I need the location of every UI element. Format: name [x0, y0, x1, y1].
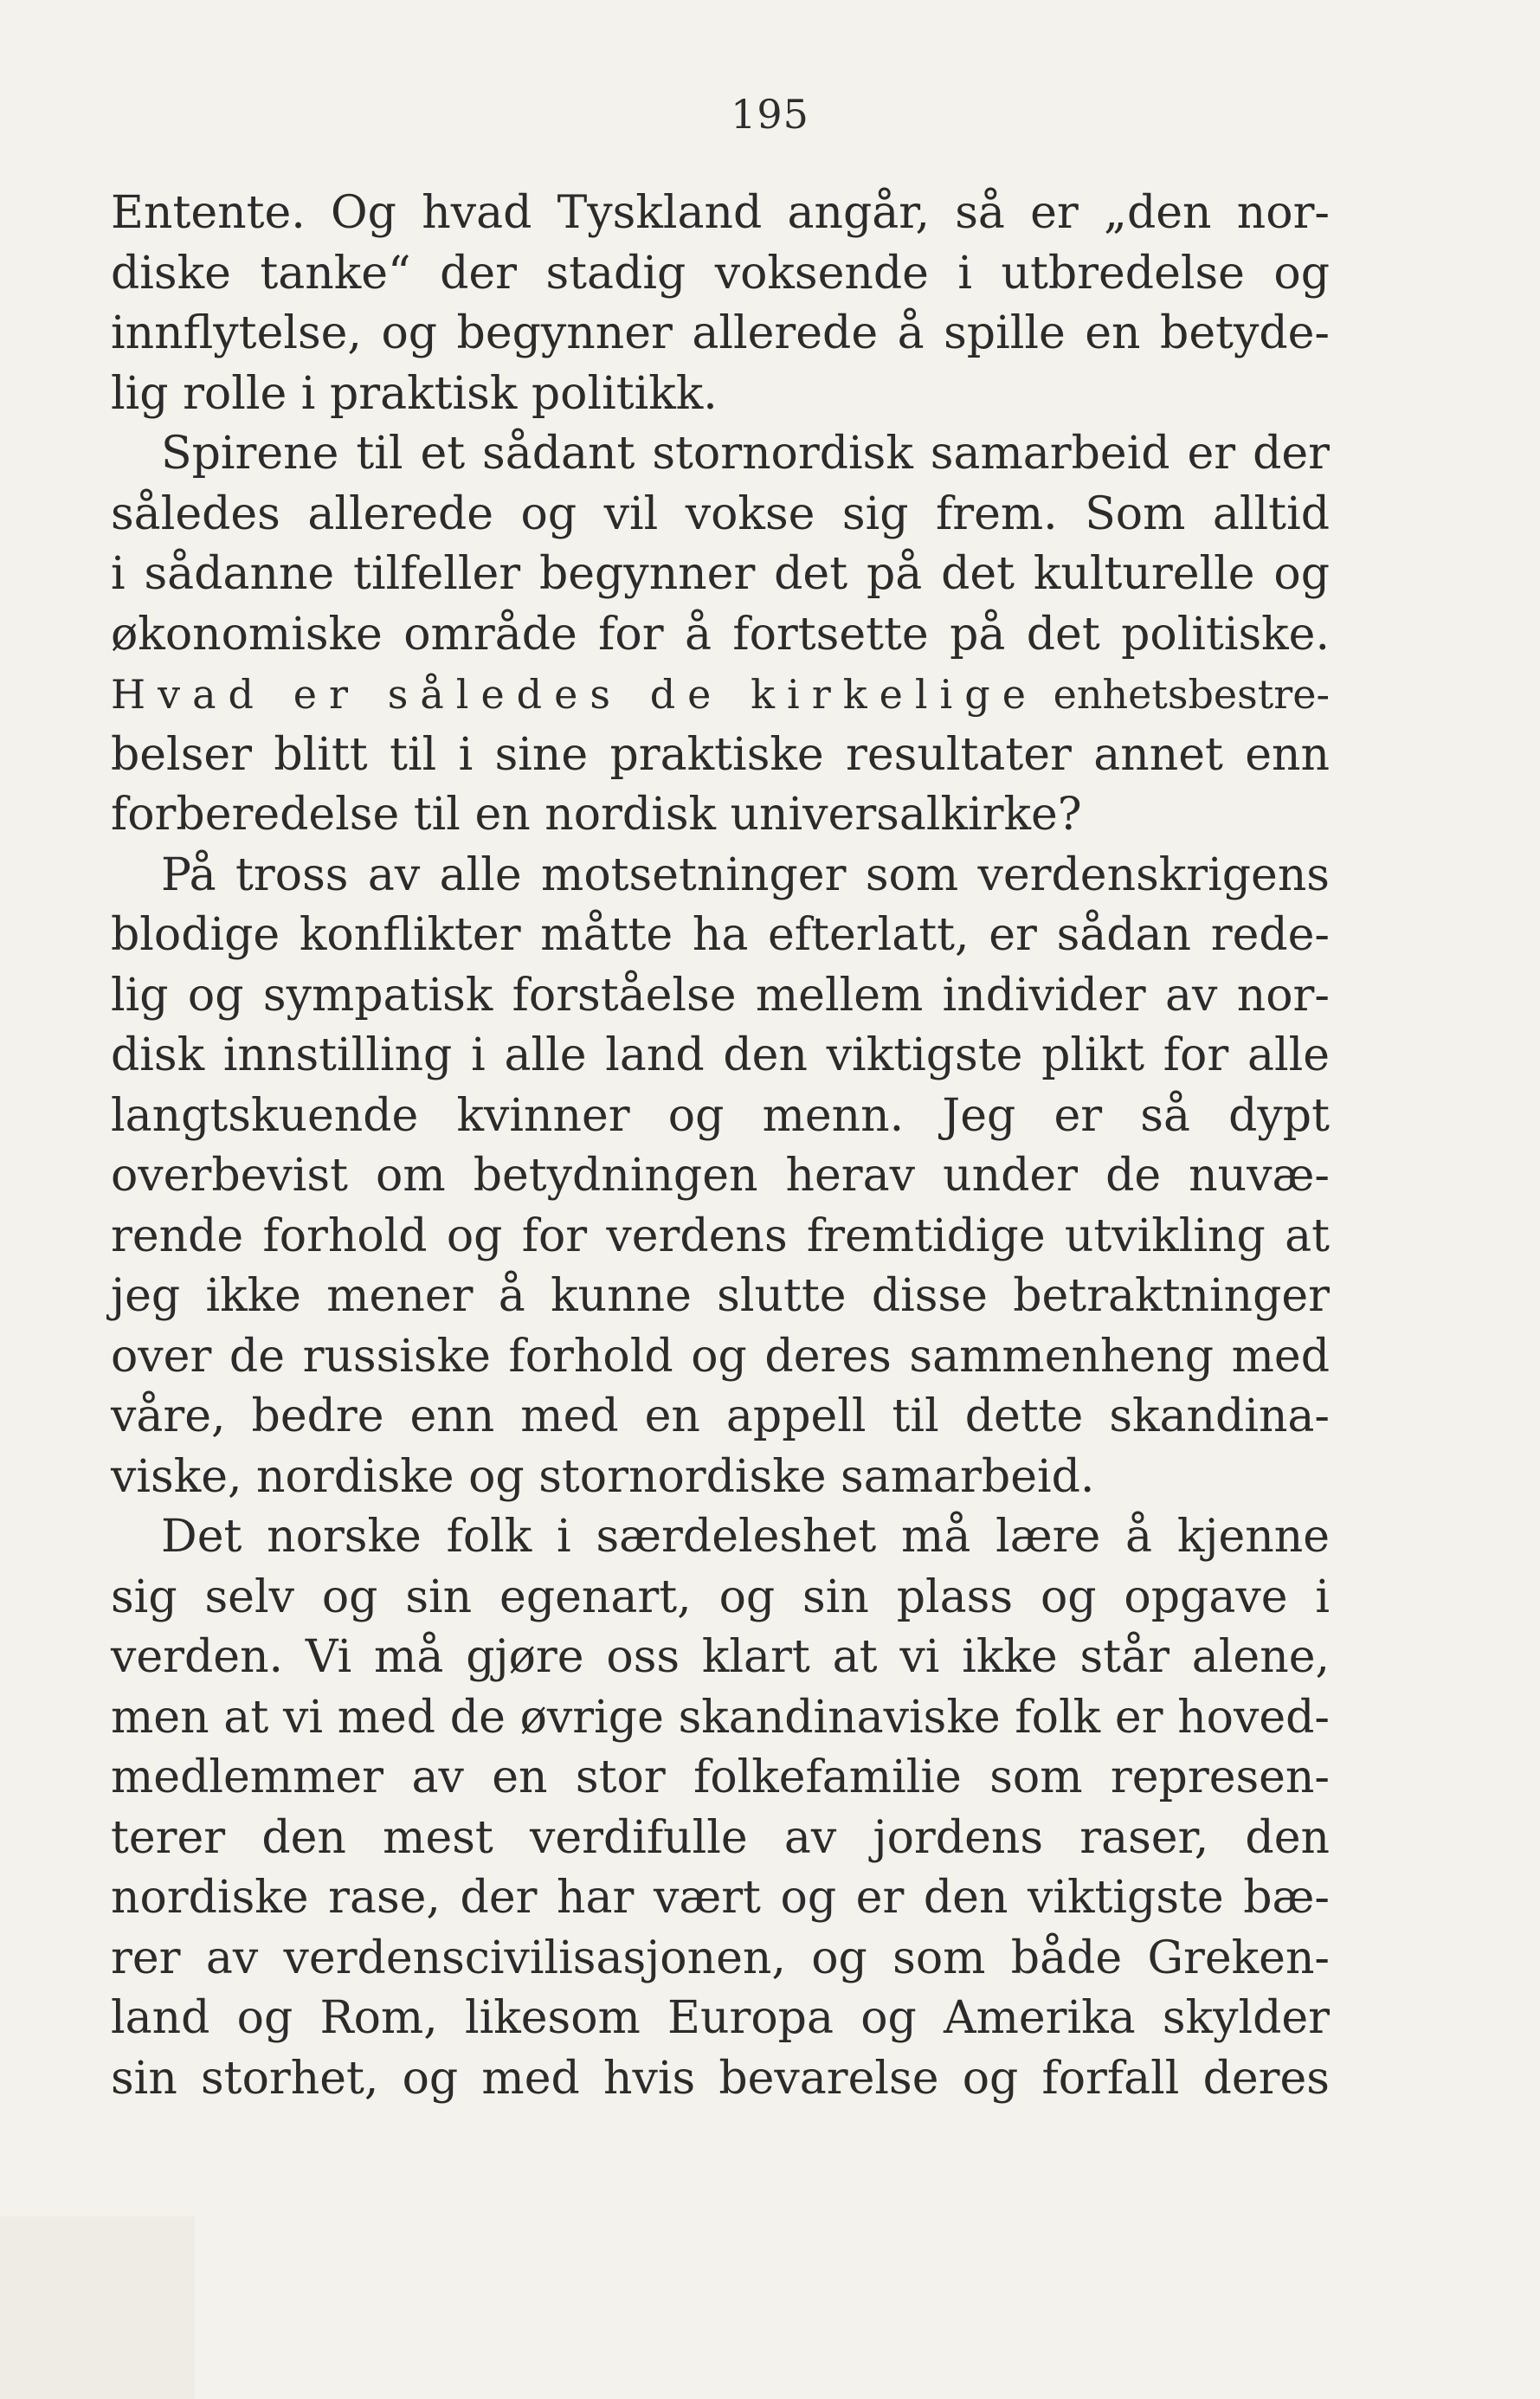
text-line: rer av verdenscivilisasjonen, og som både Greken-	[111, 1931, 1330, 1984]
paragraph-start-line: Det norske folk i særdeleshet må lære å kjenne	[161, 1511, 1330, 1563]
text-line: over de russiske forhold og deres sammenheng med	[111, 1330, 1330, 1383]
text-line: disk innstilling i alle land den viktigste plikt for alle	[111, 1029, 1330, 1081]
paragraph-start-line: Spirene til et sådant stornordisk samarbeid er der	[161, 428, 1330, 480]
paragraph-end-line: lig rolle i praktisk politikk.	[111, 367, 718, 420]
text-line: blodige konflikter måtte ha efterlatt, er sådan rede-	[111, 909, 1330, 961]
paragraph-end-line: viske, nordiske og stornordiske samarbeid.	[111, 1450, 1095, 1503]
text-line: jeg ikke mener å kunne slutte disse betraktninger	[111, 1270, 1330, 1322]
text-line: overbevist om betydningen herav under de nuvæ-	[111, 1150, 1330, 1202]
text-line: sig selv og sin egenart, og sin plass og opgave i	[111, 1570, 1330, 1623]
text-line: lig og sympatisk forståelse mellem individer av nor-	[111, 969, 1330, 1022]
text-line: men at vi med de øvrige skandinaviske folk er hoved-	[111, 1691, 1330, 1744]
text-line: Entente. Og hvad Tyskland angår, så er „den nor-	[111, 187, 1330, 239]
text-line: rende forhold og for verdens fremtidige utvikling at	[111, 1209, 1330, 1262]
text-line: langtskuende kvinner og menn. Jeg er så dypt	[111, 1089, 1330, 1142]
text-line: land og Rom, likesom Europa og Amerika skylder	[111, 1992, 1330, 2044]
paragraph-start-line: På tross av alle motsetninger som verdenskrigens	[161, 848, 1330, 901]
paragraph-end-line: forberedelse til en nordisk universalkirke?	[111, 789, 1082, 841]
text-line: belser blitt til i sine praktiske resultater annet enn	[111, 728, 1330, 781]
paper-blemish	[0, 2216, 195, 2399]
text-line: våre, bedre enn med en appell til dette skandina-	[111, 1390, 1330, 1442]
text-line: således allerede og vil vokse sig frem. Som alltid	[111, 487, 1330, 540]
page-number: 195	[731, 91, 809, 138]
text-line: økonomiske område for å fortsette på det politiske.	[111, 608, 1330, 661]
text-line: terer den mest verdifulle av jordens raser, den	[111, 1811, 1330, 1864]
text-line: i sådanne tilfeller begynner det på det kulturelle og	[111, 548, 1330, 600]
text-line: verden. Vi må gjøre oss klart at vi ikke står alene,	[111, 1631, 1330, 1683]
text-line: medlemmer av en stor folkefamilie som represen-	[111, 1751, 1330, 1803]
text-line: sin storhet, og med hvis bevarelse og forfall deres	[111, 2052, 1330, 2105]
line-remainder: enhetsbestre-	[1037, 671, 1330, 718]
text-line: nordiske rase, der har vært og er den viktigste bæ-	[111, 1872, 1330, 1924]
text-line: innflytelse, og begynner allerede å spille en betyde-	[111, 307, 1330, 359]
text-line: diske tanke“ der stadig voksende i utbredelse og	[111, 247, 1330, 300]
body-text	[111, 184, 1330, 2109]
spaced-emphasis-text: Hvad er således de kirkelige	[111, 671, 1038, 718]
text-line-emphasis	[111, 665, 1330, 726]
